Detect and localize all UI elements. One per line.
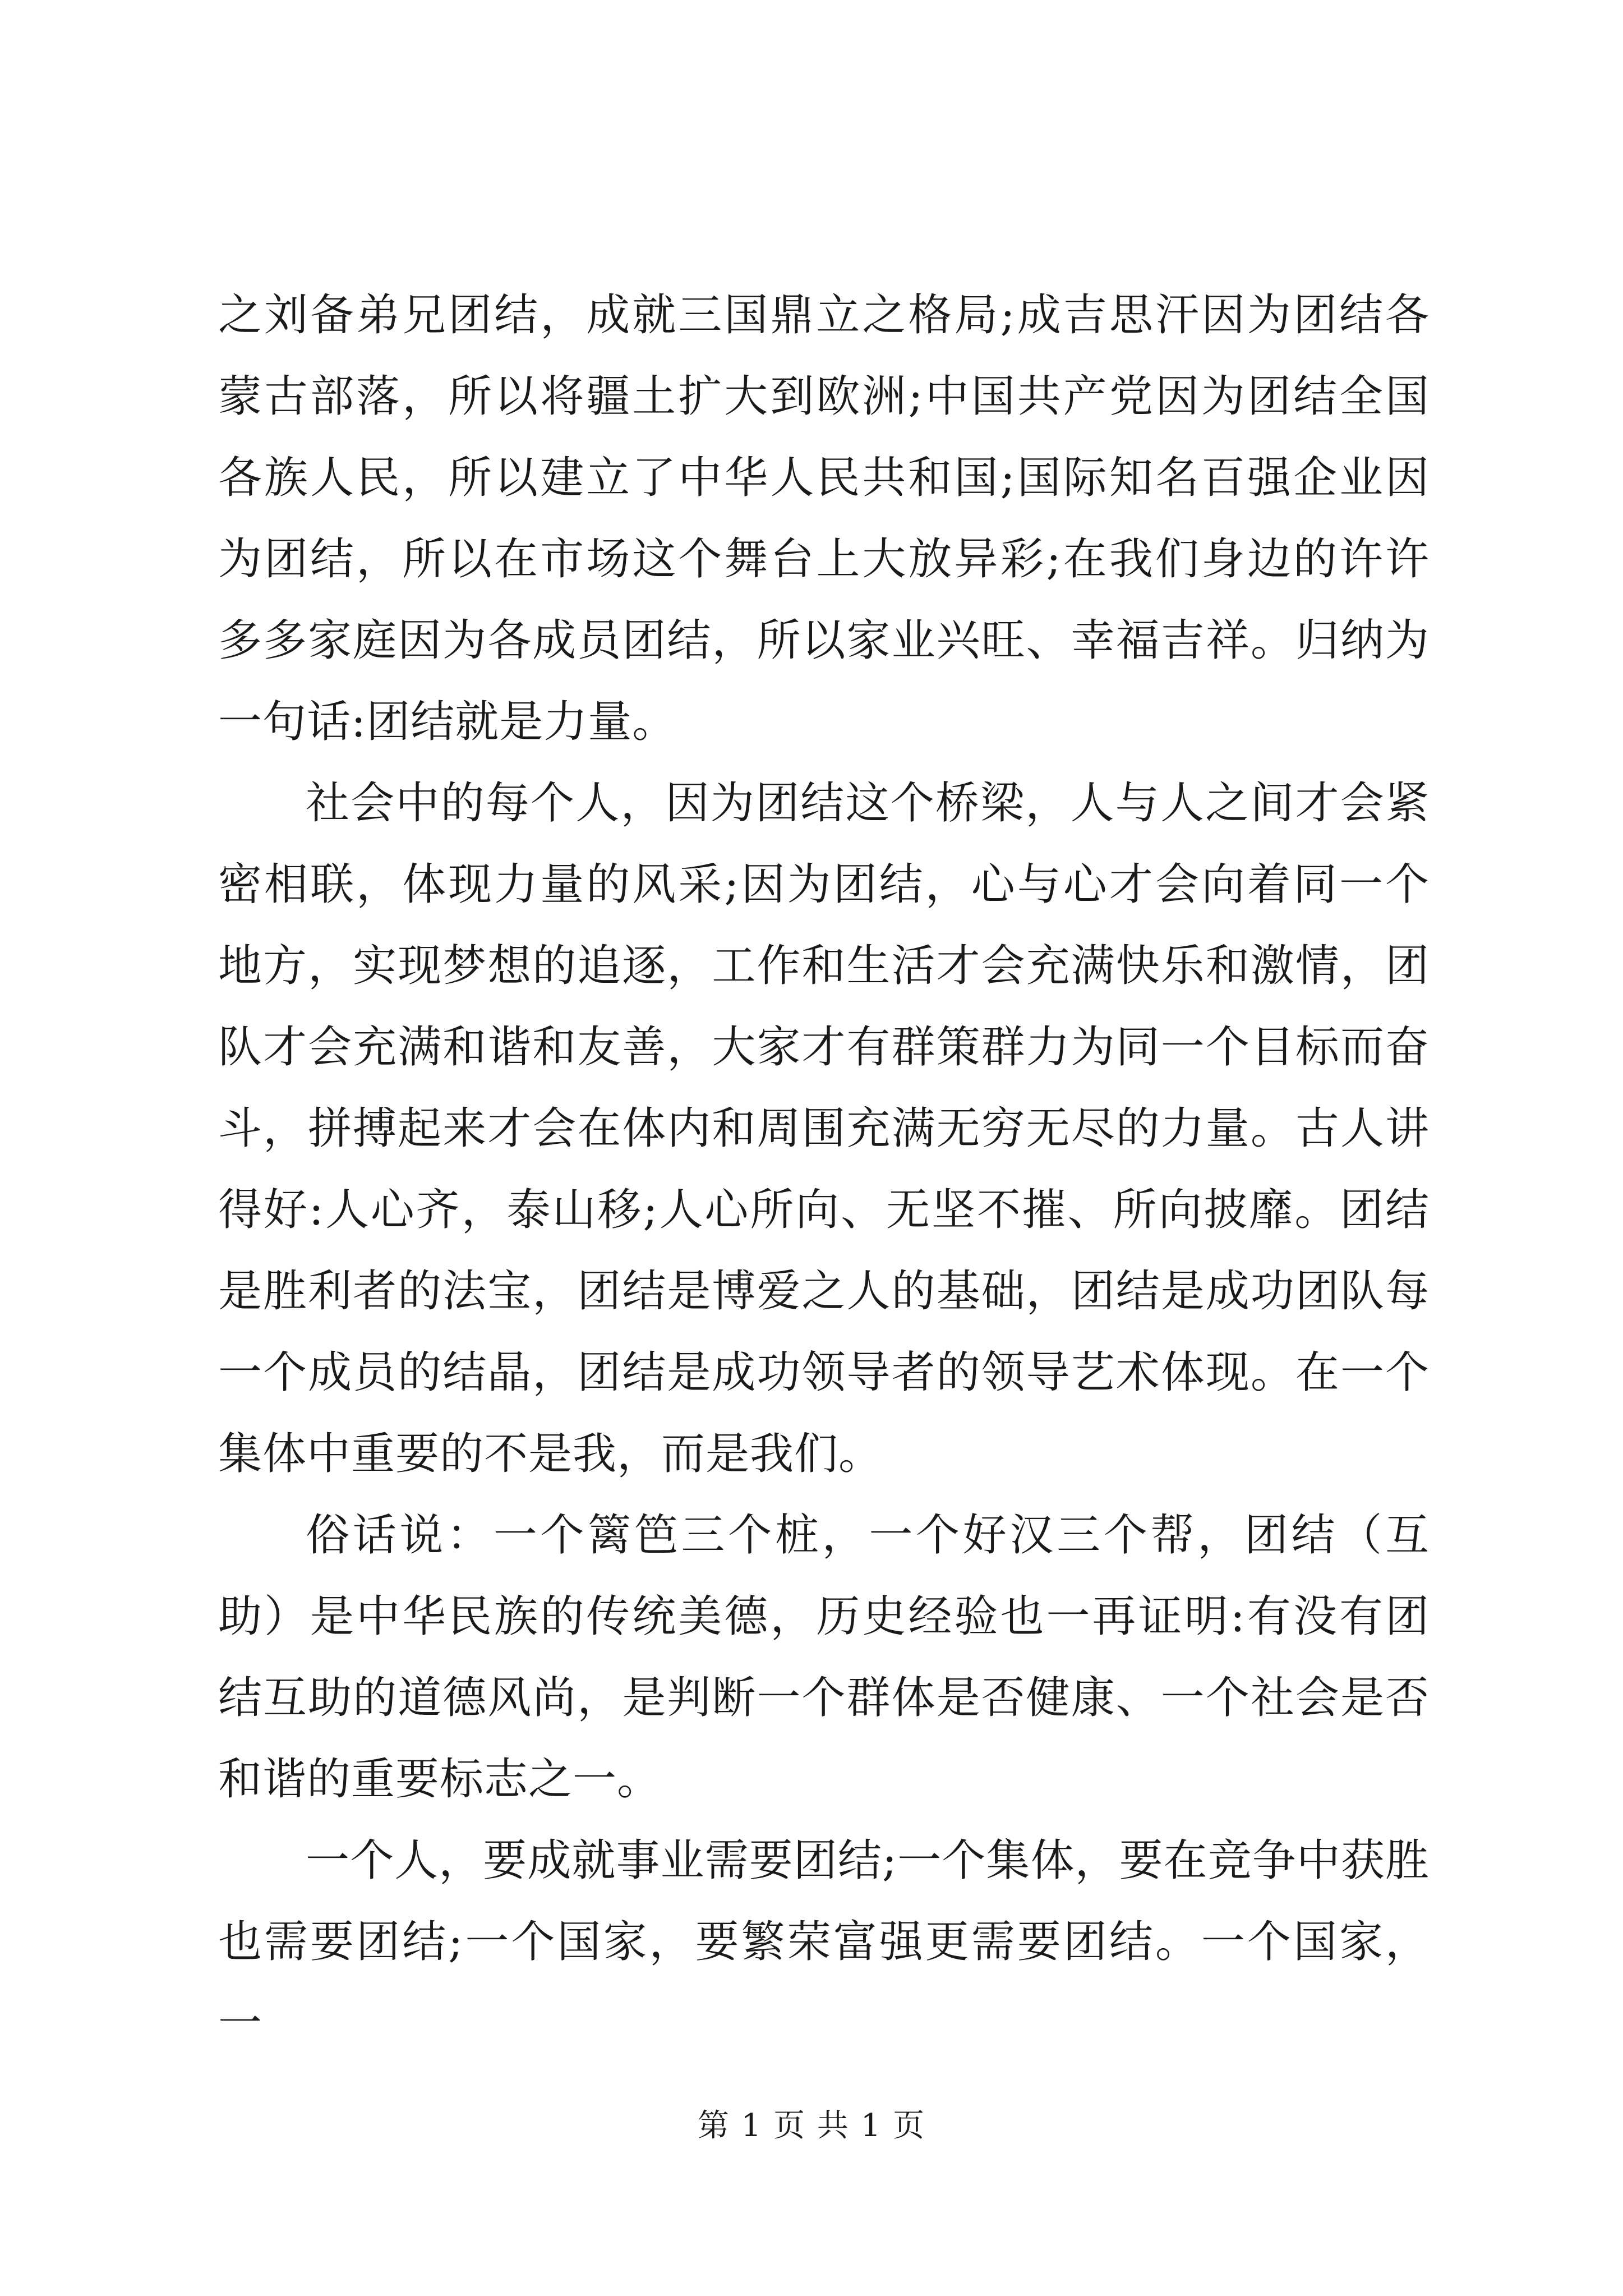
paragraph-2: 社会中的每个人，因为团结这个桥梁，人与人之间才会紧密相联，体现力量的风采;因为团结，心与心才会向着同一个地方，实现梦想的追逐，工作和生活才会充满快乐和激情，团队才会充满和谐和友善，大家才有群策群力为同一个目标而奋斗，拼搏起来才会在体内和周围充满无穷无尽的力量。古人讲得好:人心齐，泰山移;人心所向、无坚不摧、所向披靡。团结是胜利者的法宝，团结是博爱之人的基础，团结是成功团队每一个成员的结晶，团结是成功领导者的领导艺术体现。在一个集体中重要的不是我，而是我们。 [218, 778, 1430, 1479]
document-body [218, 275, 1430, 2064]
paragraph-3: 俗话说：一个篱笆三个桩，一个好汉三个帮，团结（互助）是中华民族的传统美德，历史经验也一再证明:有没有团结互助的道德风尚，是判断一个群体是否健康、一个社会是否和谐的重要标志之一。 [218, 1510, 1430, 1805]
paragraph-1: 之刘备弟兄团结，成就三国鼎立之格局;成吉思汗因为团结各蒙古部落，所以将疆土扩大到欧洲;中国共产党因为团结全国各族人民，所以建立了中华人民共和国;国际知名百强企业因为团结，所以在市场这个舞台上大放异彩;在我们身边的许许多多家庭因为各成员团结，所以家业兴旺、幸福吉祥。归纳为一句话:团结就是力量。 [218, 290, 1430, 747]
page-footer: 第 1 页 共 1 页 [697, 2108, 926, 2144]
paragraph-4: 一个人，要成就事业需要团结;一个集体，要在竞争中获胜也需要团结;一个国家，要繁荣富强更需要团结。一个国家，一 [218, 1835, 1430, 2049]
